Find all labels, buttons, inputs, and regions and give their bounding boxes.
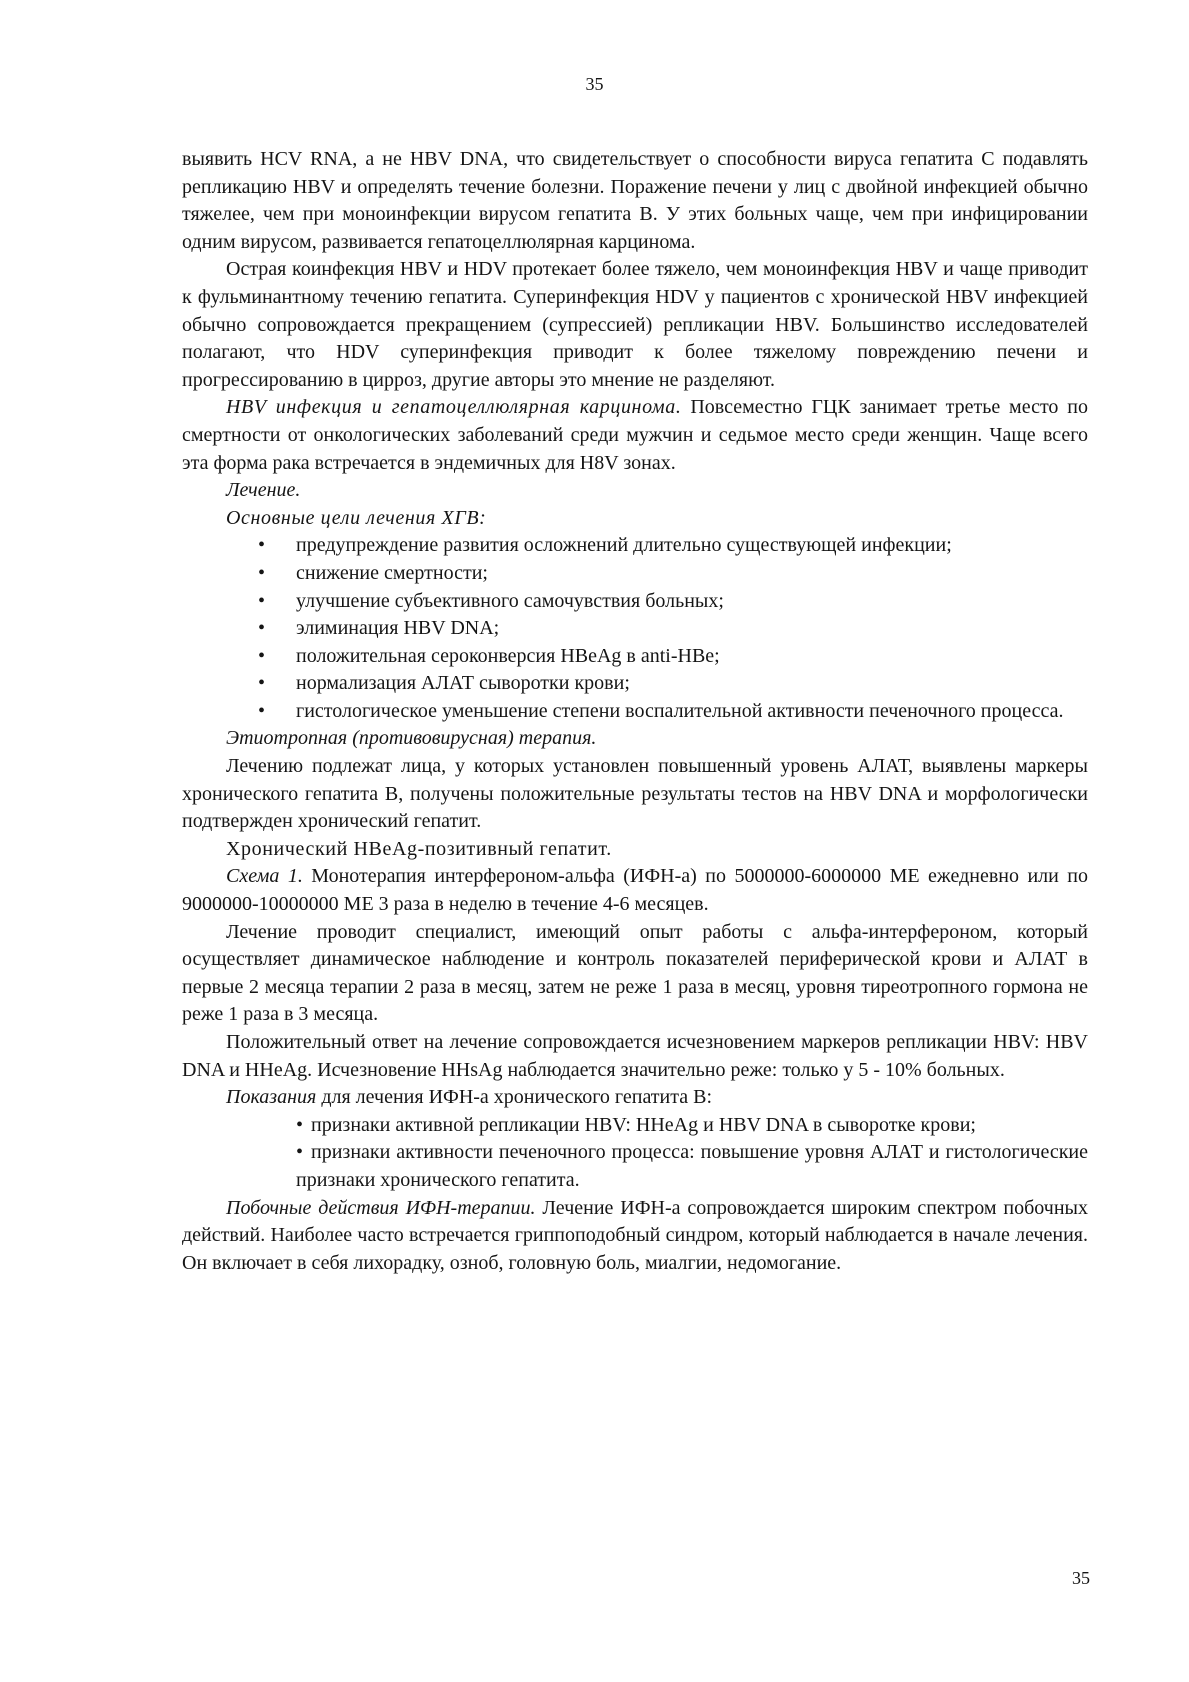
- paragraph-specialist: Лечение проводит специалист, имеющий опыт работы с альфа-интерфероном, который осуществляет динамическое наблюдение и контроль показателей периферической крови и АЛАТ в первые 2 месяца терапии 2 раза в месяц, затем не реже 1 раза в месяц, уровня тиреотропного гормона не реже 1 раза в 3 месяца.: [182, 920, 1088, 1026]
- bullet-icon: •: [296, 1113, 304, 1136]
- paragraph-hbeag-positive: Хронический HBeAg-позитивный гепатит.: [226, 837, 612, 860]
- list-item: • нормализация АЛАТ сыворотки крови;: [296, 670, 1088, 698]
- list-item: • положительная сероконверсия HBeAg в anti-HBe;: [296, 643, 1088, 671]
- goals-list: [182, 532, 1088, 725]
- paragraph-scheme-1: [182, 863, 1088, 918]
- page-body: [182, 146, 1088, 1277]
- scheme-lead: Схема 1.: [226, 865, 303, 888]
- side-effects-text: Лечение ИФН-а сопровождается широким спектром побочных действий. Наиболее часто встречается гриппоподобный синдром, который наблюдается в начале лечения. Он включает в себя лихорадку, озноб, головную боль, миалгии, недомогание.: [182, 1196, 1088, 1274]
- paragraph-indications: [182, 1084, 1088, 1112]
- list-item: [296, 1112, 1088, 1140]
- scheme-text: Монотерапия интерфероном-альфа (ИФН-а) по 5000000-6000000 ME ежедневно или по 9000000-10000000 ME 3 раза в неделю в течение 4-6 месяцев.: [182, 865, 1088, 916]
- list-item: • улучшение субъективного самочувствия больных;: [296, 588, 1088, 616]
- list-item: [296, 1139, 1088, 1194]
- list-item-text: признаки активной репликации HBV: HHeAg и HBV DNA в сыворотке крови;: [311, 1113, 976, 1136]
- treatment-heading: Лечение.: [226, 479, 301, 502]
- paragraph-hcc: [182, 394, 1088, 477]
- indications-text: для лечения ИФН-а хронического гепатита В:: [316, 1086, 713, 1109]
- hcc-text: Повсеместно ГЦК занимает третье место по смертности от онкологических заболеваний среди мужчин и седьмое место среди женщин. Чаще всего эта форма рака встречается в эндемичных для H8V зонах.: [182, 396, 1088, 474]
- paragraph-side-effects: [182, 1195, 1088, 1278]
- side-effects-lead: Побочные действия ИФН-терапии.: [226, 1196, 536, 1219]
- paragraph-positive-response: Положительный ответ на лечение сопровождается исчезновением маркеров репликации HBV: HBV DNA и HHeAg. Исчезновение HHsAg наблюдается значительно реже: только у 5 - 10% больных.: [182, 1031, 1088, 1081]
- list-item: • снижение смертности;: [296, 560, 1088, 588]
- indications-lead: Показания: [226, 1086, 317, 1109]
- page-number-top: 35: [585, 74, 604, 94]
- paragraph-coinfection-hcv: выявить HCV RNA, а не HBV DNA, что свидетельствует о способности вируса гепатита С подавлять репликацию HBV и определять течение болезни. Поражение печени у лиц с двойной инфекцией обычно тяжелее, чем при моноинфекции вирусом гепатита В. У этих больных чаще, чем при инфицировании одним вирусом, развивается гепатоцеллюлярная карцинома.: [182, 148, 1088, 253]
- indications-list: [182, 1112, 1088, 1195]
- page-number-bottom: 35: [1072, 1568, 1090, 1588]
- paragraph-coinfection-hdv: Острая коинфекция HBV и HDV протекает более тяжело, чем моноинфекция HBV и чаще приводит к фульминантному течению гепатита. Суперинфекция HDV у пациентов с хронической HBV инфекцией обычно сопровождается прекращением (супрессией) репликации HBV. Большинство исследователей полагают, что HDV суперинфекция приводит к более тяжелому повреждению печени и прогрессированию в цирроз, другие авторы это мнение не разделяют.: [182, 258, 1088, 391]
- etiotropic-heading: Этиотропная (противовирусная) терапия.: [226, 727, 597, 750]
- bullet-icon: •: [296, 1141, 304, 1164]
- list-item: • предупреждение развития осложнений длительно существующей инфекции;: [296, 532, 1088, 560]
- list-item-text: признаки активности печеночного процесса: повышение уровня АЛАТ и гистологические признаки хронического гепатита.: [296, 1141, 1088, 1191]
- list-item: • элиминация HBV DNA;: [296, 615, 1088, 643]
- list-item: • гистологическое уменьшение степени воспалительной активности печеночного процесса.: [296, 698, 1088, 726]
- paragraph-indications-criteria: Лечению подлежат лица, у которых установлен повышенный уровень АЛАТ, выявлены маркеры хронического гепатита В, получены положительные результаты тестов на HBV DNA и морфологически подтвержден хронический гепатит.: [182, 755, 1088, 833]
- hcc-lead: HBV инфекция и гепатоцеллюлярная карцинома.: [226, 396, 682, 419]
- goals-heading: Основные цели лечения ХГВ:: [226, 506, 487, 529]
